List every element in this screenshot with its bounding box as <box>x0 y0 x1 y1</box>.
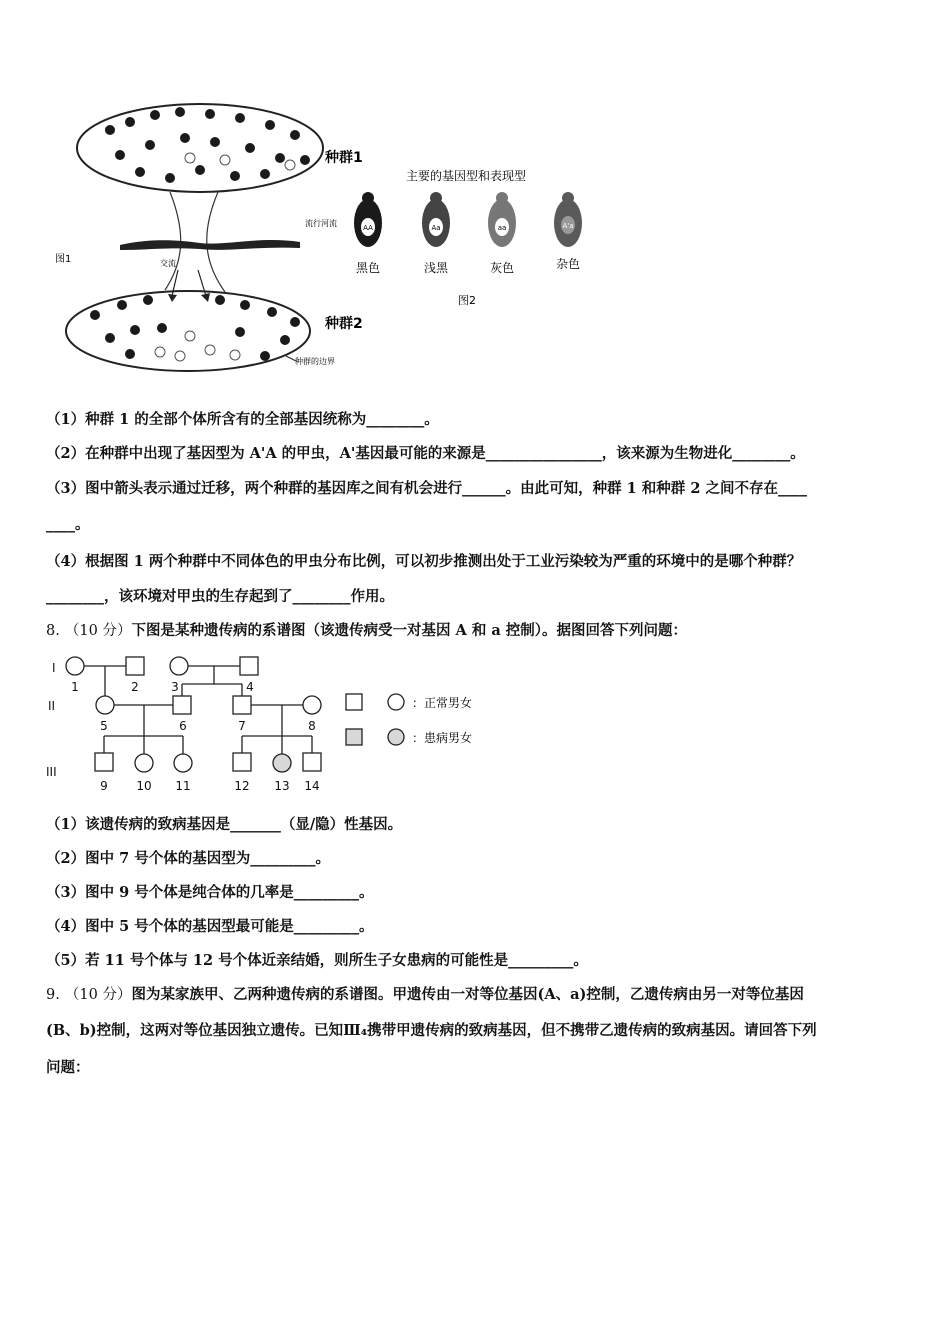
individual-7 <box>233 696 251 714</box>
exchange-label: 交流 <box>160 259 176 268</box>
beetle-aa-black <box>354 192 382 275</box>
individual-number: 1 <box>71 680 79 694</box>
q9-number: 9. <box>46 987 60 1003</box>
population1-ellipse <box>77 104 323 192</box>
q9-score: （10 分） <box>64 987 132 1003</box>
fig1-label: 图1 <box>55 254 72 265</box>
individual-9 <box>95 753 113 771</box>
q7-part4-line1: （4）根据图 1 两个种群中不同体色的甲虫分布比例，可以初步推测出处于工业污染较为严重的环境中的是哪个种群？ <box>46 553 802 570</box>
q8-part4: （4）图中 5 号个体的基因型最可能是_________。 <box>46 918 374 935</box>
individual-12 <box>233 753 251 771</box>
q9-line1 <box>46 985 904 1005</box>
beetle-genotype: A'a <box>562 222 574 230</box>
fig2-title: 主要的基因型和表现型 <box>406 169 527 183</box>
individual-14 <box>303 753 321 771</box>
boundary-label: 种群的边界 <box>295 357 335 366</box>
generation-label: III <box>46 765 57 779</box>
q8-stem <box>46 621 904 641</box>
pedigree-legend <box>346 694 472 745</box>
individual-number: 12 <box>234 779 250 793</box>
fig2-label: 图2 <box>458 294 476 307</box>
beetle-genotype: AA <box>363 224 373 232</box>
q8-part5: （5）若 11 号个体与 12 号个体近亲结婚，则所生子女患病的可能性是_________。 <box>46 952 588 969</box>
individual-number: 9 <box>100 779 108 793</box>
q9-line2: (B、b)控制，这两对等位基因独立遗传。已知Ⅲ₄携带甲遗传病的致病基因，但不携带乙遗传病的致病基因。请回答下列 <box>46 1022 817 1039</box>
q8-score: （10 分） <box>64 623 132 639</box>
q8-part1: （1）该遗传病的致病基因是_______（显/隐）性基因。 <box>46 816 403 833</box>
individual-3 <box>170 657 188 675</box>
generation-label: I <box>52 661 56 675</box>
q9-text: 图为某家族甲、乙两种遗传病的系谱图。甲遗传由一对等位基因(A、a)控制，乙遗传病由另一对等位基因 <box>131 986 804 1003</box>
q9-line3: 问题： <box>46 1059 90 1076</box>
population2-label: 种群2 <box>325 316 363 332</box>
individual-13-affected <box>273 754 291 772</box>
legend-normal-label: ：正常男女 <box>412 696 473 710</box>
individual-number: 4 <box>246 680 254 694</box>
individual-number: 14 <box>304 779 320 793</box>
individual-number: 5 <box>100 719 108 733</box>
pedigree-chart <box>44 650 524 800</box>
generation-label: II <box>48 699 56 713</box>
beetle-aa-lightblack <box>422 192 450 275</box>
individual-8 <box>303 696 321 714</box>
population-figure <box>50 100 610 385</box>
individual-4 <box>240 657 258 675</box>
individual-number: 11 <box>175 779 191 793</box>
individual-number: 3 <box>171 680 179 694</box>
river-label: 流行河流 <box>305 219 337 228</box>
q8-part3: （3）图中 9 号个体是纯合体的几率是_________。 <box>46 884 374 901</box>
river-shape <box>120 240 300 250</box>
beetle-aa-grey <box>488 192 516 275</box>
individual-number: 6 <box>179 719 187 733</box>
individual-10 <box>135 754 153 772</box>
individual-5 <box>96 696 114 714</box>
beetle-phenotype: 杂色 <box>555 257 581 271</box>
individual-number: 13 <box>274 779 290 793</box>
beetle-genotype: Aa <box>431 224 441 232</box>
individual-2 <box>126 657 144 675</box>
individual-number: 8 <box>308 719 316 733</box>
q7-part4-line2: ________，该环境对甲虫的生存起到了________作用。 <box>46 588 394 605</box>
individual-6 <box>173 696 191 714</box>
q7-part3-line1: （3）图中箭头表示通过迁移，两个种群的基因库之间有机会进行______。由此可知，种群 1 和种群 2 之间不存在____ <box>46 480 807 497</box>
individual-number: 2 <box>131 680 139 694</box>
q8-stem-text: 下图是某种遗传病的系谱图（该遗传病受一对基因 A 和 a 控制）。据图回答下列问题： <box>131 622 688 639</box>
individual-11 <box>174 754 192 772</box>
beetle-phenotype: 黑色 <box>355 261 381 275</box>
beetle-phenotype: 灰色 <box>489 261 515 275</box>
q8-part2: （2）图中 7 号个体的基因型为_________。 <box>46 850 331 867</box>
beetle-phenotype: 浅黑 <box>423 261 449 275</box>
individual-1 <box>66 657 84 675</box>
beetle-aprime-mottled <box>554 192 582 271</box>
q7-part1: （1）种群 1 的全部个体所含有的全部基因统称为________。 <box>46 411 439 428</box>
q8-number: 8. <box>46 623 60 639</box>
beetle-genotype: aa <box>497 224 507 232</box>
individual-number: 10 <box>136 779 152 793</box>
individual-number: 7 <box>238 719 246 733</box>
population1-label: 种群1 <box>325 150 363 166</box>
q7-part2: （2）在种群中出现了基因型为 A'A 的甲虫，A'基因最可能的来源是________________，该来源为生物进化________。 <box>46 445 805 462</box>
q7-part3-line2: ____。 <box>46 516 90 533</box>
legend-affected-label: ：患病男女 <box>412 731 473 745</box>
